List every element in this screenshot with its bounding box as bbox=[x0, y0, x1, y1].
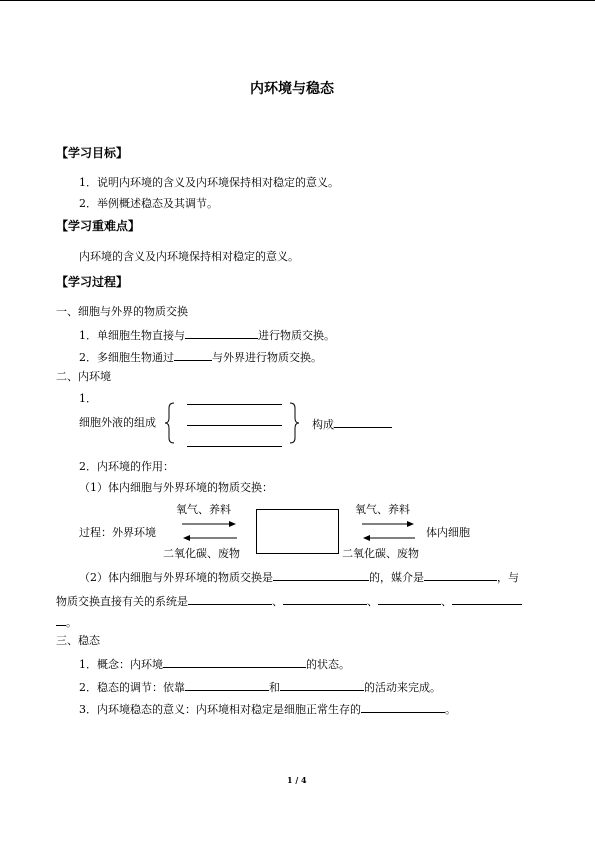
system-blank-4-cont[interactable] bbox=[56, 614, 66, 626]
composition-suffix: 构成 bbox=[312, 418, 334, 431]
goal-item-2: 2．举例概述稳态及其调节。 bbox=[79, 197, 218, 210]
s1-q1-text-before: 1．单细胞生物直接与 bbox=[79, 329, 185, 342]
keypoints-text: 内环境的含义及内环境保持相对稳定的意义。 bbox=[79, 250, 299, 263]
s3-question-1 bbox=[79, 656, 350, 672]
page-top-rule bbox=[0, 0, 595, 1]
process-heading: 【学习过程】 bbox=[56, 275, 129, 289]
s3-question-2 bbox=[79, 679, 441, 695]
section-3-title: 三、稳态 bbox=[56, 634, 100, 647]
co2-label-left: 二氧化碳、废物 bbox=[163, 547, 240, 560]
sub2-text-mid: 的，媒介是 bbox=[369, 571, 424, 584]
sep-2: 、 bbox=[367, 595, 378, 608]
composition-blank-3[interactable] bbox=[187, 446, 282, 447]
s1-q1-text-after: 进行物质交换。 bbox=[258, 329, 335, 342]
s1-q2-blank[interactable] bbox=[174, 349, 212, 361]
system-blank-3[interactable] bbox=[378, 593, 441, 605]
s1-question-2 bbox=[79, 349, 322, 365]
left-brace bbox=[164, 402, 176, 444]
right-brace bbox=[288, 402, 300, 444]
sep-1: 、 bbox=[272, 595, 283, 608]
s3-q1-text-after: 的状态。 bbox=[306, 658, 350, 671]
systems-text: 物质交换直接有关的系统是 bbox=[56, 595, 188, 608]
sub2-blank-2[interactable] bbox=[424, 569, 497, 581]
s3-q2-blank-2[interactable] bbox=[280, 679, 364, 691]
s1-q1-blank[interactable] bbox=[185, 327, 258, 339]
s2-question-2: 2．内环境的作用： bbox=[79, 460, 174, 473]
co2-label-right: 二氧化碳、废物 bbox=[342, 547, 419, 560]
s1-q2-text-after: 与外界进行物质交换。 bbox=[212, 351, 322, 364]
s3-q3-blank[interactable] bbox=[361, 701, 445, 713]
oxygen-label-left: 氧气、养料 bbox=[176, 503, 231, 516]
left-arrows bbox=[180, 519, 240, 543]
oxygen-label-right: 氧气、养料 bbox=[355, 503, 410, 516]
body-cells-label: 体内细胞 bbox=[426, 526, 470, 539]
s2-systems-line bbox=[56, 593, 522, 609]
s3-question-3 bbox=[79, 701, 456, 717]
goal-item-1: 1．说明内环境的含义及内环境保持相对稳定的意义。 bbox=[79, 176, 339, 189]
s3-q2-text-after: 的活动来完成。 bbox=[364, 681, 441, 694]
goals-heading: 【学习目标】 bbox=[56, 146, 129, 160]
composition-blank-1[interactable] bbox=[187, 404, 282, 405]
s3-q3-text-after: 。 bbox=[445, 703, 456, 716]
s3-q3-text-before: 3．内环境稳态的意义：内环境相对稳定是细胞正常生存的 bbox=[79, 703, 361, 716]
systems-end: 。 bbox=[66, 616, 77, 629]
s2-sub-1: （1）体内细胞与外界环境的物质交换： bbox=[79, 481, 273, 494]
system-blank-4[interactable] bbox=[452, 593, 522, 605]
sub2-blank-1[interactable] bbox=[273, 569, 369, 581]
process-label: 过程：外界环境 bbox=[79, 526, 156, 539]
sep-3: 、 bbox=[441, 595, 452, 608]
composition-label: 细胞外液的组成 bbox=[79, 416, 156, 429]
composition-result bbox=[312, 416, 392, 432]
s3-q1-blank[interactable] bbox=[163, 656, 306, 668]
page-title: 内环境与稳态 bbox=[250, 81, 334, 97]
s3-q2-blank-1[interactable] bbox=[185, 679, 269, 691]
s1-q2-text-before: 2．多细胞生物通过 bbox=[79, 351, 174, 364]
s3-q2-text-before: 2．稳态的调节：依靠 bbox=[79, 681, 185, 694]
page-number: 1 / 4 bbox=[287, 775, 307, 785]
s3-q2-text-mid: 和 bbox=[269, 681, 280, 694]
s3-q1-text-before: 1．概念：内环境 bbox=[79, 658, 163, 671]
internal-environment-box[interactable] bbox=[256, 509, 339, 554]
section-1-title: 一、细胞与外界的物质交换 bbox=[56, 305, 188, 318]
keypoints-heading: 【学习重难点】 bbox=[56, 219, 141, 233]
composition-result-blank[interactable] bbox=[334, 416, 392, 428]
right-arrows bbox=[360, 519, 420, 543]
section-2-title: 二、内环境 bbox=[56, 370, 111, 383]
composition-blank-2[interactable] bbox=[187, 425, 282, 426]
system-blank-2[interactable] bbox=[283, 593, 367, 605]
sub2-text-before: （2）体内细胞与外界环境的物质交换是 bbox=[79, 571, 273, 584]
s2-systems-line-end bbox=[56, 614, 77, 630]
s1-question-1 bbox=[79, 327, 335, 343]
system-blank-1[interactable] bbox=[188, 593, 272, 605]
sub2-text-after: ，与 bbox=[497, 571, 519, 584]
s2-number-1: 1． bbox=[79, 392, 97, 405]
s2-sub-2 bbox=[79, 569, 519, 585]
